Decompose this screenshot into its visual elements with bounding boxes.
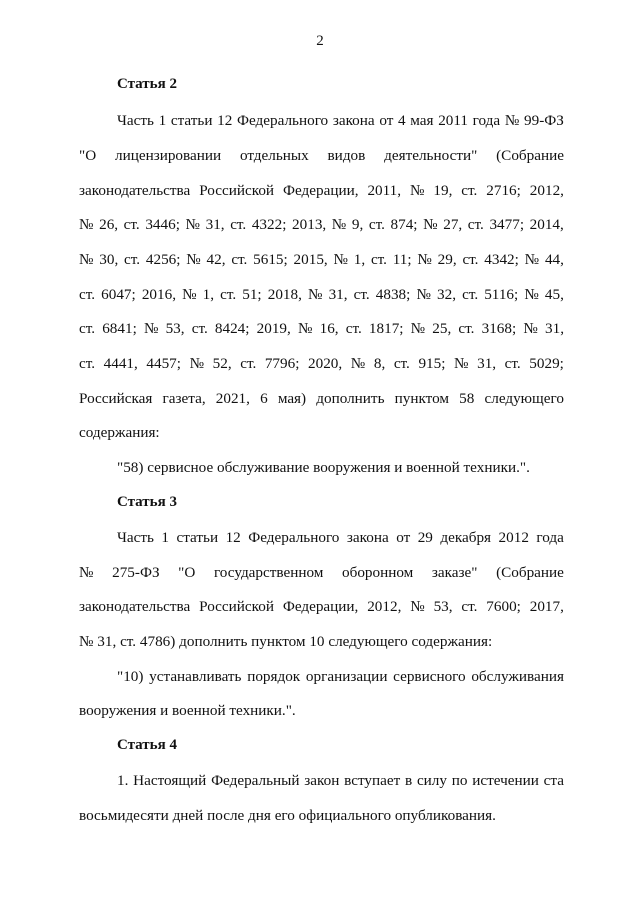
word: 7796;	[264, 355, 300, 372]
word: №	[409, 182, 425, 199]
word: Федерации,	[282, 598, 359, 615]
article-2-line	[79, 182, 564, 200]
word: 26,	[99, 216, 119, 233]
word: в	[405, 772, 413, 789]
word: Федерального	[248, 529, 340, 546]
word: ст.	[220, 286, 237, 303]
word: ст.	[124, 251, 141, 268]
word: статьи	[176, 529, 219, 546]
word: вступает	[344, 772, 401, 789]
word: закона	[346, 529, 389, 546]
word: 51;	[242, 286, 262, 303]
word: 874;	[390, 216, 418, 233]
word: №	[350, 355, 366, 372]
word: №	[333, 251, 348, 268]
article-2-line	[79, 320, 564, 338]
word: 2020,	[308, 355, 343, 372]
word: 31,	[205, 216, 225, 233]
word: Российской	[199, 182, 275, 199]
word: 31,	[545, 320, 564, 337]
word: 4457;	[146, 355, 181, 372]
word: декабря	[440, 529, 492, 546]
word: №	[524, 251, 540, 268]
article-2-line	[117, 112, 564, 130]
word: 16,	[319, 320, 339, 337]
article-3-line: № 31, ст. 4786) дополнить пунктом 10 следующего содержания:	[79, 633, 493, 650]
word: 3446;	[145, 216, 180, 233]
word: ст.	[79, 286, 96, 303]
word: 8,	[373, 355, 386, 372]
word: 12	[217, 112, 233, 129]
word: 31,	[477, 355, 497, 372]
word: 2021,	[215, 390, 250, 407]
word: Настоящий	[133, 772, 207, 789]
word: отдельных	[239, 147, 309, 164]
word: газета,	[162, 390, 206, 407]
word: "О	[178, 564, 196, 581]
word: истечении	[472, 772, 539, 789]
word: ст.	[79, 320, 96, 337]
word: ст.	[345, 320, 362, 337]
word: мая	[410, 112, 434, 129]
word: обслуживания	[471, 668, 564, 685]
article-4-line: восьмидесяти дней после дня его официального опубликования.	[79, 807, 496, 824]
word: 4256;	[145, 251, 181, 268]
article-3-line	[79, 598, 564, 616]
word: №	[417, 251, 432, 268]
word: 1	[161, 529, 169, 546]
word: 25,	[432, 320, 452, 337]
word: 58	[459, 390, 475, 407]
word: ст.	[353, 286, 370, 303]
word: (Собрание	[496, 147, 564, 164]
word: №	[182, 286, 197, 303]
word: ст.	[458, 320, 475, 337]
word: 1,	[202, 286, 215, 303]
article-2-heading: Статья 2	[117, 76, 177, 92]
word: 6841;	[102, 320, 137, 337]
word: силу	[416, 772, 447, 789]
word: 52,	[212, 355, 232, 372]
word: 1.	[117, 772, 129, 789]
article-2-line	[79, 216, 564, 234]
word: следующего	[484, 390, 564, 407]
word: 2716;	[486, 182, 521, 199]
article-2-line	[79, 251, 564, 269]
word: 53,	[433, 598, 453, 615]
word: 5116;	[484, 286, 519, 303]
article-2-line	[79, 147, 564, 165]
article-2-line: содержания:	[79, 424, 160, 441]
word: дополнить	[316, 390, 385, 407]
word: ст.	[191, 320, 208, 337]
word: 42,	[206, 251, 226, 268]
word: 2015,	[293, 251, 328, 268]
word: 31,	[328, 286, 348, 303]
word: ст.	[462, 251, 479, 268]
article-3-heading: Статья 3	[117, 494, 177, 510]
word: сервисного	[393, 668, 466, 685]
word: №	[504, 112, 520, 129]
word: №	[454, 355, 469, 372]
word: 2012,	[529, 182, 564, 199]
word: "О	[79, 147, 97, 164]
word: от	[396, 529, 411, 546]
word: 45,	[544, 286, 564, 303]
word: №	[524, 286, 539, 303]
word: ст.	[368, 216, 385, 233]
article-3-line	[117, 529, 564, 547]
word: 4342;	[484, 251, 519, 268]
word: №	[523, 320, 538, 337]
word: 12	[225, 529, 241, 546]
word: устанавливать	[149, 668, 242, 685]
word: 44,	[544, 251, 564, 268]
word: №	[416, 286, 431, 303]
word: государственном	[213, 564, 324, 581]
word: 3168;	[481, 320, 517, 337]
word: пунктом	[394, 390, 450, 407]
word: №	[79, 251, 94, 268]
word: деятельности"	[384, 147, 478, 164]
word: по	[451, 772, 468, 789]
word: года	[472, 112, 501, 129]
word: 6	[260, 390, 268, 407]
article-3-quote-line: вооружения и военной техники.".	[79, 702, 296, 719]
article-3-line	[79, 564, 564, 582]
word: №	[331, 216, 347, 233]
word: оборонном	[342, 564, 414, 581]
word: лицензировании	[115, 147, 222, 164]
word: 6047;	[101, 286, 136, 303]
word: №	[423, 216, 438, 233]
word: 53,	[165, 320, 185, 337]
word: 27,	[443, 216, 463, 233]
word: №	[143, 320, 159, 337]
word: 4322;	[251, 216, 287, 233]
word: видов	[327, 147, 366, 164]
word: ст.	[393, 355, 410, 372]
word: законодательства	[79, 182, 191, 199]
word: 7600;	[486, 598, 521, 615]
word: заказе"	[431, 564, 478, 581]
word: ст.	[461, 182, 478, 199]
word: 9,	[351, 216, 364, 233]
word: ст.	[123, 216, 140, 233]
word: Российской	[199, 598, 274, 615]
article-2-line	[79, 355, 564, 373]
word: 2011,	[367, 182, 402, 199]
word: №	[185, 216, 201, 233]
word: 2011	[438, 112, 468, 129]
word: ст.	[462, 286, 479, 303]
word: ст.	[370, 251, 387, 268]
article-2-line	[79, 286, 564, 304]
word: Часть	[117, 529, 154, 546]
word: №	[79, 564, 94, 581]
word: ст.	[504, 355, 521, 372]
word: ст.	[79, 355, 96, 372]
word: статьи	[170, 112, 213, 129]
word: ста	[543, 772, 564, 789]
word: Федерального	[237, 112, 329, 129]
word: от	[379, 112, 394, 129]
word: года	[536, 529, 564, 546]
word: 19,	[433, 182, 453, 199]
word: 2012,	[367, 598, 402, 615]
word: 2014,	[529, 216, 564, 233]
word: 915;	[418, 355, 446, 372]
word: 4441,	[103, 355, 138, 372]
word: Федеральный	[211, 772, 300, 789]
word: 2019,	[256, 320, 291, 337]
word: ст.	[461, 598, 478, 615]
word: 99-ФЗ	[524, 112, 564, 129]
word: закона	[332, 112, 375, 129]
article-3-quote-line	[117, 668, 564, 686]
word: 4	[398, 112, 406, 129]
word: 2012	[498, 529, 529, 546]
word: ст.	[240, 355, 257, 372]
word: 5029;	[529, 355, 564, 372]
article-2-line	[79, 390, 564, 408]
word: 30,	[99, 251, 119, 268]
word: 2017,	[529, 598, 564, 615]
word: ст.	[231, 251, 248, 268]
article-2-quote: "58) сервисное обслуживание вооружения и военной техники.".	[117, 459, 530, 476]
word: 1,	[353, 251, 366, 268]
word: организации	[305, 668, 388, 685]
word: 275-ФЗ	[112, 564, 160, 581]
word: 32,	[437, 286, 456, 303]
word: 2016,	[141, 286, 176, 303]
page-number: 2	[316, 33, 324, 49]
word: 3477;	[489, 216, 525, 233]
word: закон	[304, 772, 340, 789]
word: (Собрание	[496, 564, 564, 581]
word: 4838;	[375, 286, 411, 303]
article-4-line	[117, 772, 564, 790]
word: мая)	[277, 390, 307, 407]
word: 29	[417, 529, 433, 546]
word: порядок	[247, 668, 301, 685]
word: 1817;	[368, 320, 404, 337]
word: №	[307, 286, 323, 303]
word: 2013,	[292, 216, 327, 233]
word: №	[79, 216, 94, 233]
word: ст.	[230, 216, 247, 233]
word: №	[186, 251, 201, 268]
word: 1	[158, 112, 167, 129]
word: №	[297, 320, 313, 337]
word: Часть	[117, 112, 154, 129]
word: 2018,	[267, 286, 302, 303]
word: Российская	[79, 390, 153, 407]
article-4-heading: Статья 4	[117, 737, 177, 753]
word: Федерации,	[282, 182, 359, 199]
word: 8424;	[214, 320, 250, 337]
word: 5615;	[253, 251, 288, 268]
word: №	[410, 598, 425, 615]
word: 11;	[392, 251, 412, 268]
word: №	[410, 320, 426, 337]
word: законодательства	[79, 598, 191, 615]
word: №	[189, 355, 205, 372]
word: 29,	[437, 251, 457, 268]
word: "10)	[117, 668, 144, 685]
word: ст.	[467, 216, 484, 233]
